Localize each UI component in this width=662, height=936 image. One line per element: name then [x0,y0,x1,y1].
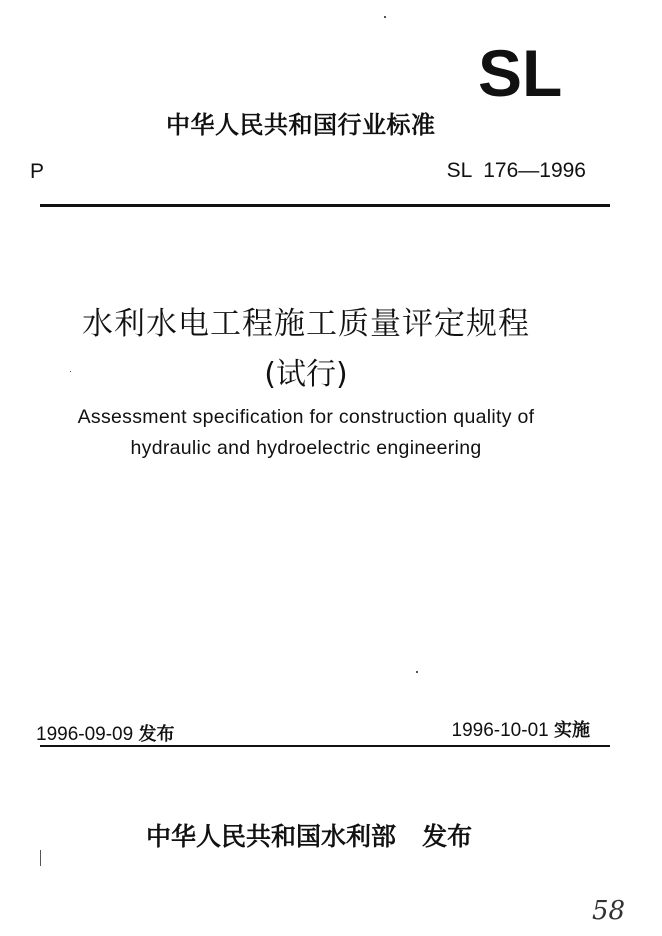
publisher-action: 发布 [422,822,473,851]
dates-divider [40,745,610,747]
implementation-date: 1996-10-01 [451,720,549,741]
sl-logo [478,44,588,102]
scan-speck [70,371,71,372]
issue-date: 1996-09-09 [36,724,134,745]
classification-code: P [30,160,45,183]
standard-number: SL 176—1996 [446,159,586,182]
issue-date-line [36,720,174,746]
scan-speck [416,671,418,673]
scan-speck [40,850,41,866]
implementation-date-line [452,716,590,742]
header-divider [40,204,610,207]
title-trial-note: (试行) [264,357,348,392]
title-english-line-1: Assessment specification for construction quality of [77,406,535,428]
scan-speck [384,16,386,18]
publisher-name: 中华人民共和国水利部 [146,822,397,851]
standard-type-heading: 中华人民共和国行业标准 [166,111,436,139]
issue-label: 发布 [138,724,175,745]
implementation-label: 实施 [554,720,590,741]
handwritten-page-number: 58 [592,896,626,926]
title-english-line-2: hydraulic and hydroelectric engineering [130,437,482,459]
title-chinese: 水利水电工程施工质量评定规程 [82,306,530,342]
logo-text: SL [478,44,563,102]
publisher-line [146,817,472,853]
